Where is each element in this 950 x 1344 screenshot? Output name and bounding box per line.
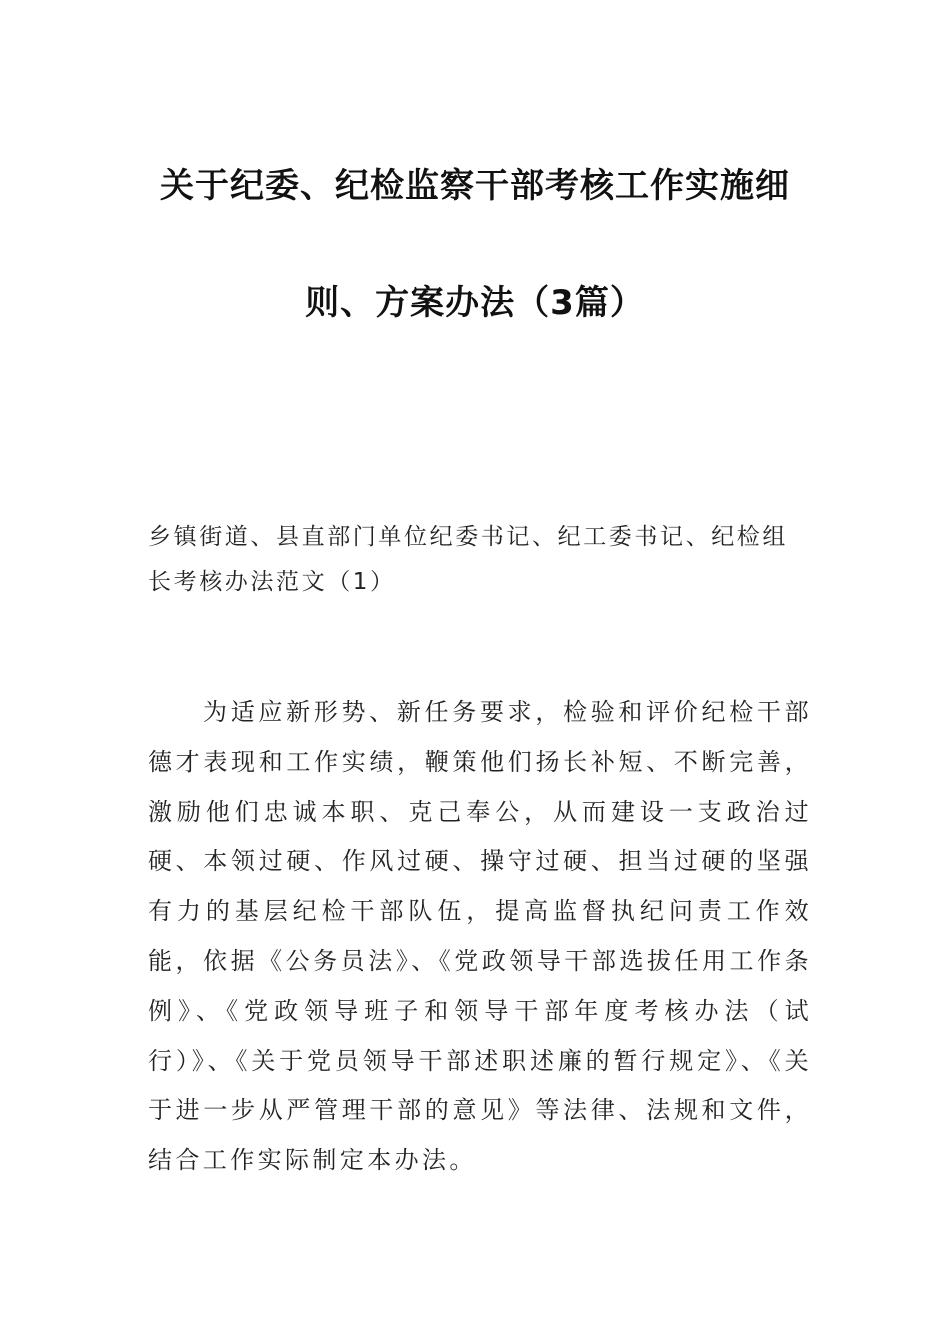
document-title-line-2: 则、方案办法（3篇） [305,283,645,323]
body-paragraph: 为适应新形势、新任务要求，检验和评价纪检干部德才表现和工作实绩，鞭策他们扬长补短、不断完善，激励他们忠诚本职、克己奉公，从而建设一支政治过硬、本领过硬、作风过硬、操守过硬、担当过硬的坚强有力的基层纪检干部队伍，提高监督执纪问责工作效能，依据《公务员法》、《党政领导干部选拔任用工作条例》、《党政领导班子和领导干部年度考核办法（试行）》、《关于党员领导干部述职述廉的暂行规定》、《关于进一步从严管理干部的意见》等法律、法规和文件，结合工作实际制定本办法。 [148,698,812,1175]
section-subtitle: 乡镇街道、县直部门单位纪委书记、纪工委书记、纪检组长考核办法范文（1） [148,524,788,595]
document-title-line-1: 关于纪委、纪检监察干部考核工作实施细 [160,166,790,206]
